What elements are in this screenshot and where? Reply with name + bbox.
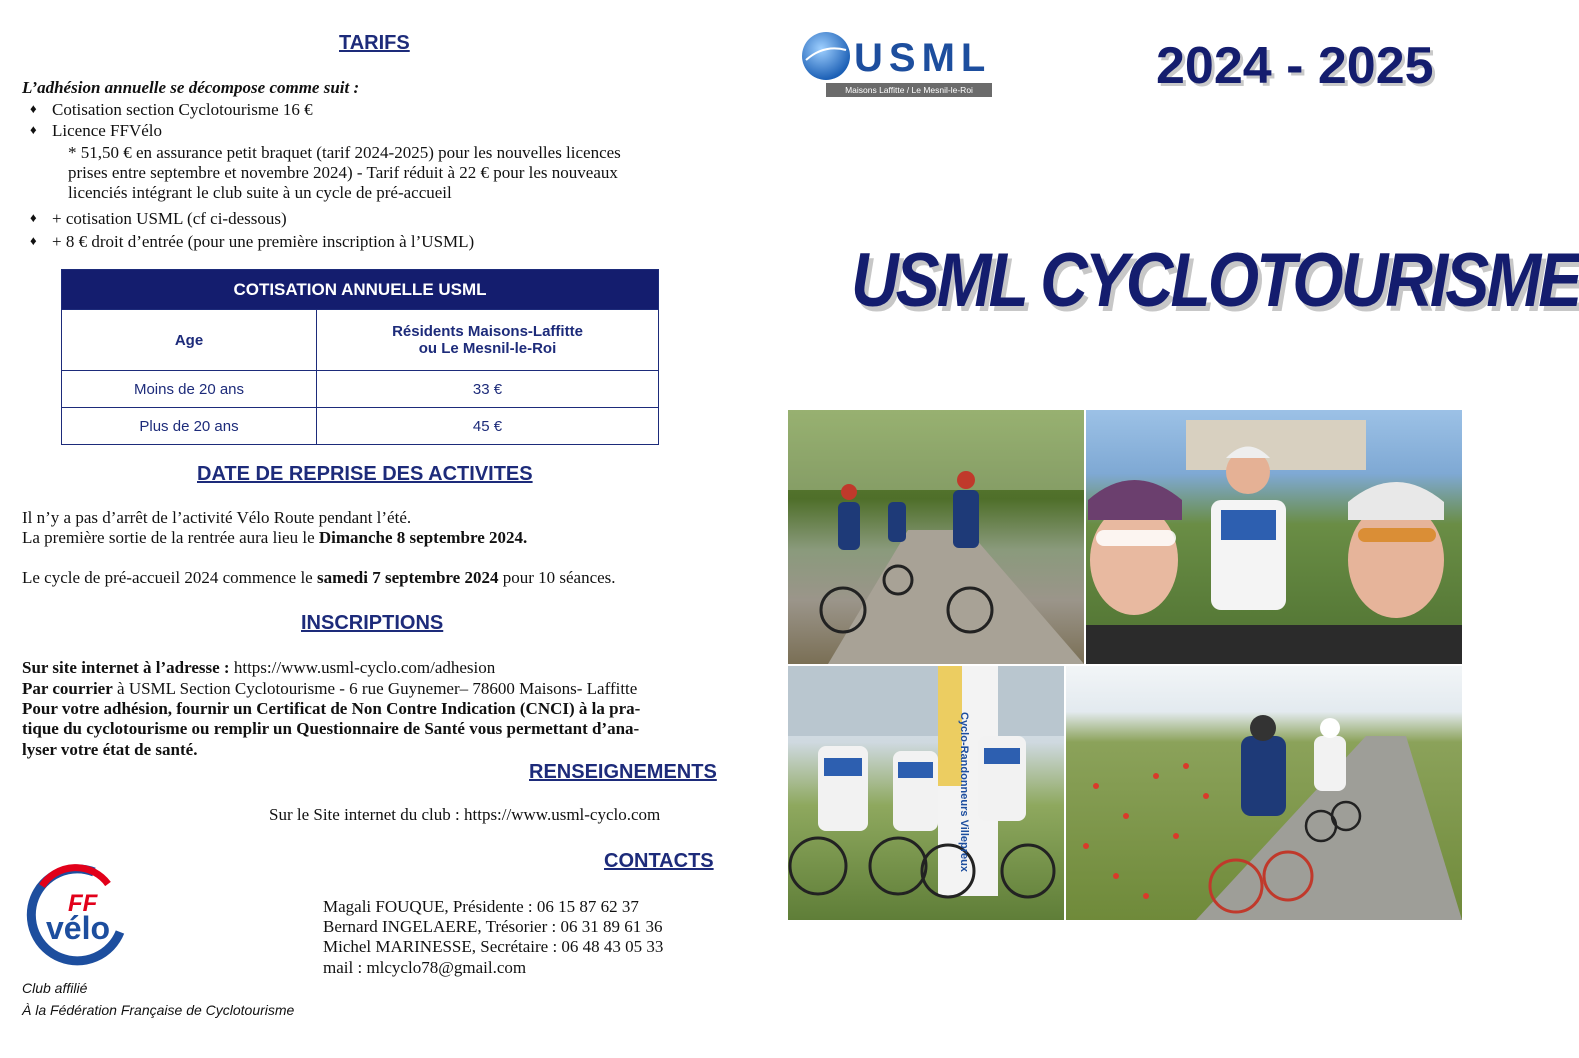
bullet-diamond-icon: ♦ (30, 101, 37, 116)
tarif-item-cotisation-section: Cotisation section Cyclotourisme 16 € (52, 100, 313, 119)
ffvelo-caption-1: Club affilié (22, 980, 88, 996)
tarifs-heading: TARIFS (339, 32, 410, 54)
cnci-line-3: lyser votre état de santé. (22, 740, 198, 759)
reprise-date-pre-accueil: samedi 7 septembre 2024 (316, 568, 499, 587)
contact-presidente: Magali FOUQUE, Présidente : 06 15 87 62 37 (323, 897, 639, 916)
inscriptions-heading: INSCRIPTIONS (301, 612, 444, 634)
season-title: 2024 - 2025 (1156, 37, 1434, 95)
usml-logo-subtitle: Maisons Laffitte / Le Mesnil-le-Roi (826, 83, 992, 97)
banner-text: Cyclo-Randonneurs Villepreux (958, 712, 970, 872)
reprise-line-3 (22, 568, 616, 588)
ffvelo-logo (24, 866, 128, 964)
photo-group-with-bikes (788, 666, 1064, 920)
ffvelo-logo-velo: vélo (46, 910, 111, 946)
table-title: COTISATION ANNUELLE USML (62, 270, 659, 310)
table-cell-price: 33 € (317, 371, 659, 408)
table-row (62, 371, 659, 408)
usml-logo-name: USML (854, 36, 992, 80)
inscription-web (22, 658, 495, 678)
licence-detail-2: prises entre septembre et novembre 2024) - Tarif réduit à 22 € pour les nouveaux (68, 163, 618, 182)
table-cell-age: Plus de 20 ans (62, 408, 317, 445)
reprise-date-sortie: Dimanche 8 septembre 2024. (318, 528, 528, 547)
usml-logo (800, 30, 994, 100)
inscription-courrier (22, 679, 637, 699)
photo-collage (788, 410, 1462, 920)
reprise-heading: DATE DE REPRISE DES ACTIVITES (197, 463, 533, 485)
photo-selfie-three-cyclists (1086, 410, 1462, 664)
reprise-line-3-text: Le cycle de pré-accueil 2024 commence le (22, 568, 317, 587)
table-row (62, 408, 659, 445)
licence-detail-1: * 51,50 € en assurance petit braquet (tarif 2024-2025) pour les nouvelles licences (68, 143, 621, 162)
bullet-diamond-icon: ♦ (30, 210, 37, 225)
tarifs-intro: L’adhésion annuelle se décompose comme suit : (22, 78, 360, 97)
ffvelo-logo-ff: FF (68, 890, 98, 917)
tarif-item-droit-entree: + 8 € droit d’entrée (pour une première inscription à l’USML) (52, 232, 475, 251)
renseignements-site[interactable]: Sur le Site internet du club : https://www.usml-cyclo.com (269, 805, 661, 824)
table-header-residents-line2: ou Le Mesnil-le-Roi (418, 340, 557, 357)
cotisation-table (61, 269, 659, 445)
table-header-residents-line1: Résidents Maisons-Laffitte (392, 323, 583, 340)
reprise-line-3-end: pour 10 séances. (498, 568, 616, 587)
globe-icon (800, 30, 852, 82)
photo-cyclists-forest-path (788, 410, 1084, 664)
reprise-line-2-text: La première sortie de la rentrée aura lieu le (22, 528, 319, 547)
renseignements-heading: RENSEIGNEMENTS (529, 761, 717, 783)
table-cell-price: 45 € (317, 408, 659, 445)
table-header-age: Age (62, 310, 317, 371)
reprise-line-1: Il n’y a pas d’arrêt de l’activité Vélo Route pendant l’été. (22, 508, 412, 527)
ffvelo-caption-2: À la Fédération Française de Cyclotourisme (22, 1002, 295, 1018)
tarif-item-cotisation-usml: + cotisation USML (cf ci-dessous) (52, 209, 287, 228)
cnci-line-2: tique du cyclotourisme ou remplir un Questionnaire de Santé vous permettant d’ana- (22, 719, 640, 738)
inscription-web-url[interactable]: https://www.usml-cyclo.com/adhesion (233, 658, 496, 677)
licence-detail-3: licenciés intégrant le club suite à un cycle de pré-accueil (68, 183, 452, 202)
inscription-web-label: Sur site internet à l’adresse : (22, 658, 234, 677)
table-header-residents (317, 310, 659, 371)
tarif-item-licence: Licence FFVélo (52, 121, 162, 140)
table-cell-age: Moins de 20 ans (62, 371, 317, 408)
contact-mail[interactable]: mail : mlcyclo78@gmail.com (323, 958, 527, 977)
inscription-courrier-label: Par courrier (22, 679, 113, 698)
reprise-line-2 (22, 528, 527, 548)
photo-road-poppies (1066, 666, 1462, 920)
contacts-heading: CONTACTS (604, 850, 714, 872)
contact-tresorier: Bernard INGELAERE, Trésorier : 06 31 89 61 36 (323, 917, 663, 936)
main-title: USML CYCLOTOURISME (851, 237, 1579, 323)
bullet-diamond-icon: ♦ (30, 233, 37, 248)
cnci-line-1: Pour votre adhésion, fournir un Certificat de Non Contre Indication (CNCI) à la pra- (22, 699, 641, 718)
contact-secretaire: Michel MARINESSE, Secrétaire : 06 48 43 05 33 (323, 937, 664, 956)
inscription-courrier-address: à USML Section Cyclotourisme - 6 rue Guynemer– 78600 Maisons- Laffitte (112, 679, 638, 698)
bullet-diamond-icon: ♦ (30, 122, 37, 137)
